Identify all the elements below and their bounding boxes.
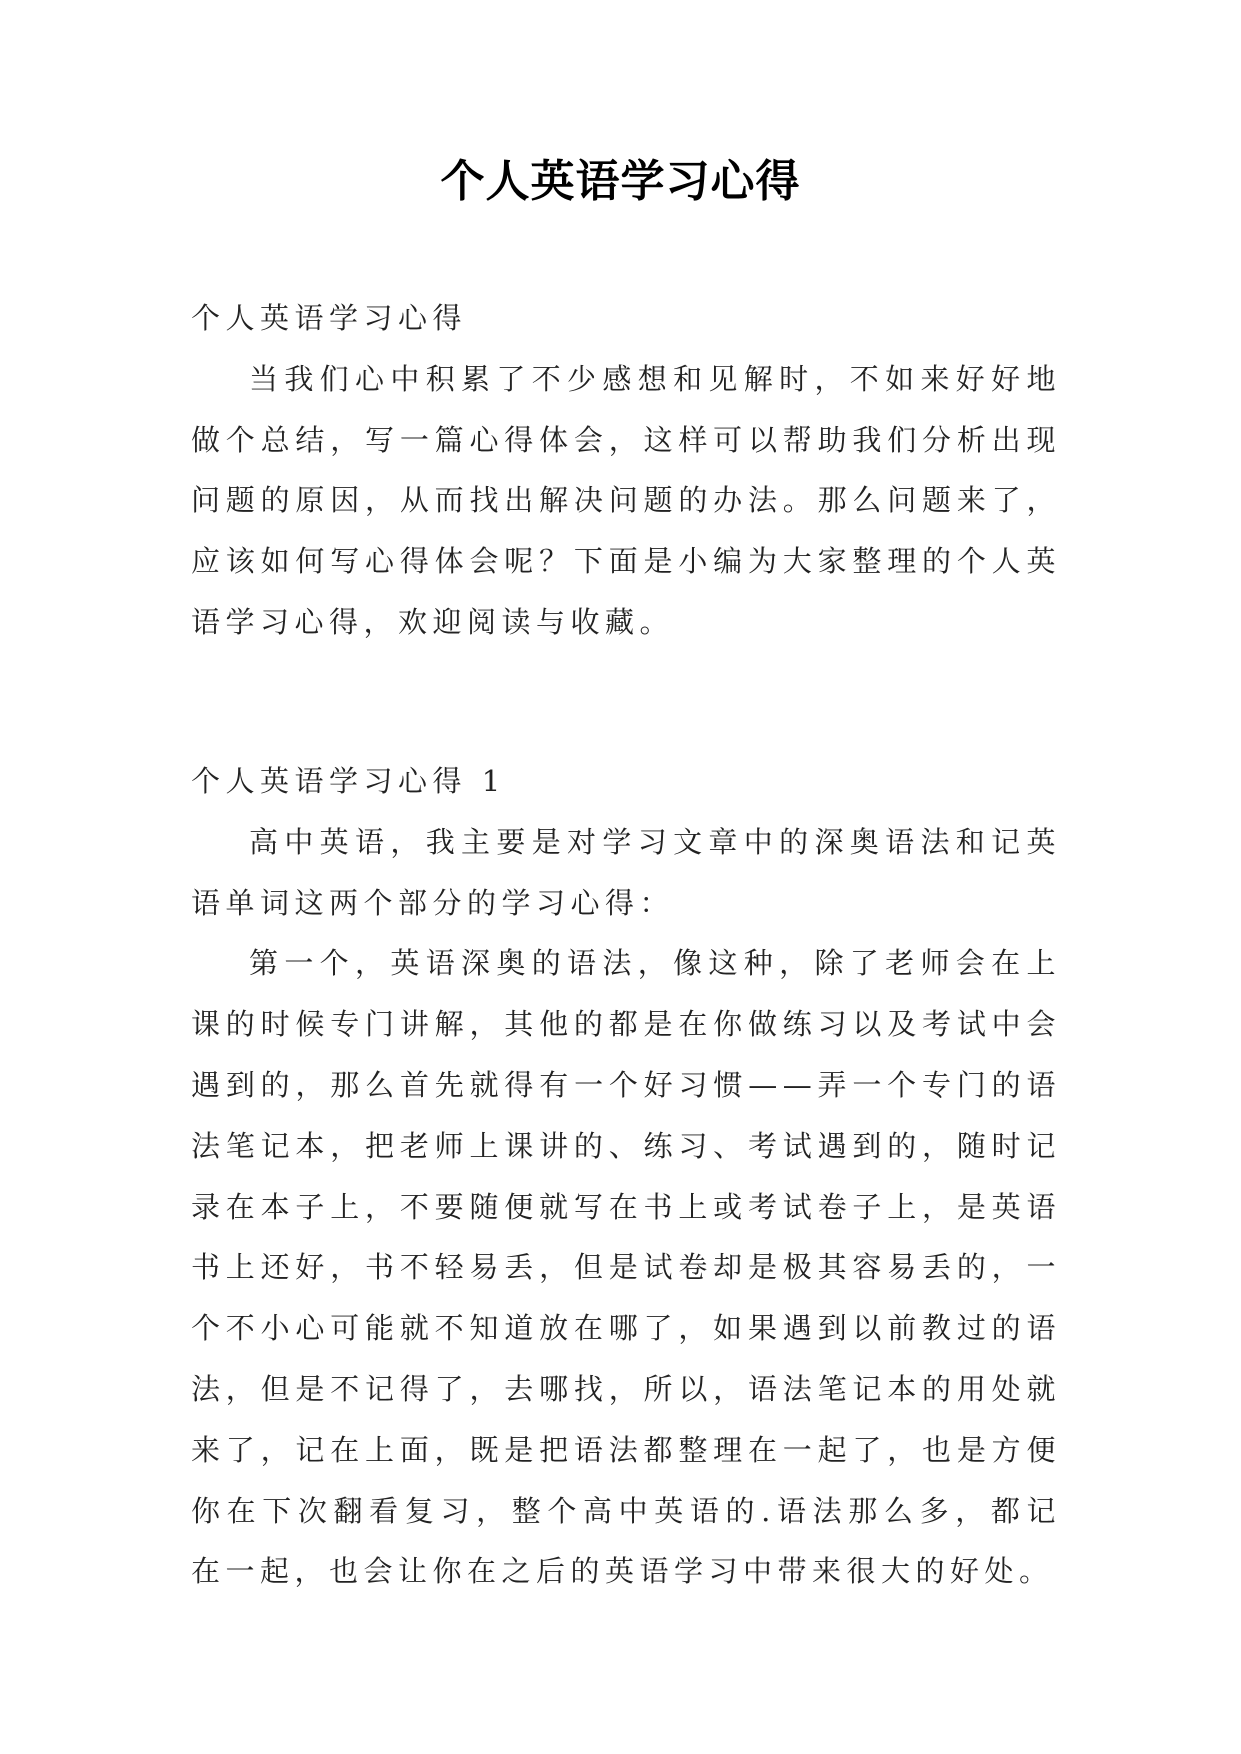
section-1-heading: 个人英语学习心得 1 xyxy=(191,764,506,798)
document-title: 个人英语学习心得 xyxy=(440,156,801,207)
section-1-paragraph-2: 第一个，英语深奥的语法，像这种，除了老师会在上课的时候专门讲解，其他的都是在你做练习以及考试中会遇到的，那么首先就得有一个好习惯——弄一个专门的语法笔记本，把老师上课讲的、练习、考试遇到的，随时记录在本子上，不要随便就写在书上或考试卷子上，是英语书上还好，书不轻易丢，但是试卷却是极其容易丢的，一个不小心可能就不知道放在哪了，如果遇到以前教过的语法，但是不记得了，去哪找，所以，语法笔记本的用处就来了，记在上面，既是把语法都整理在一起了，也是方便你在下次翻看复习，整个高中英语的.语法那么多，都记在一起，也会让你在之后的英语学习中带来很大的好处。 xyxy=(191,946,1061,1589)
intro-paragraph: 当我们心中积累了不少感想和见解时，不如来好好地做个总结，写一篇心得体会，这样可以帮助我们分析出现问题的原因，从而找出解决问题的办法。那么问题来了，应该如何写心得体会呢？下面是小编为大家整理的个人英语学习心得，欢迎阅读与收藏。 xyxy=(191,361,1061,639)
section-1 xyxy=(191,751,1061,1602)
section-1-paragraph-1: 高中英语，我主要是对学习文章中的深奥语法和记英语单词这两个部分的学习心得： xyxy=(191,824,1061,920)
intro-heading: 个人英语学习心得 xyxy=(191,301,468,335)
intro-section xyxy=(191,288,1061,653)
